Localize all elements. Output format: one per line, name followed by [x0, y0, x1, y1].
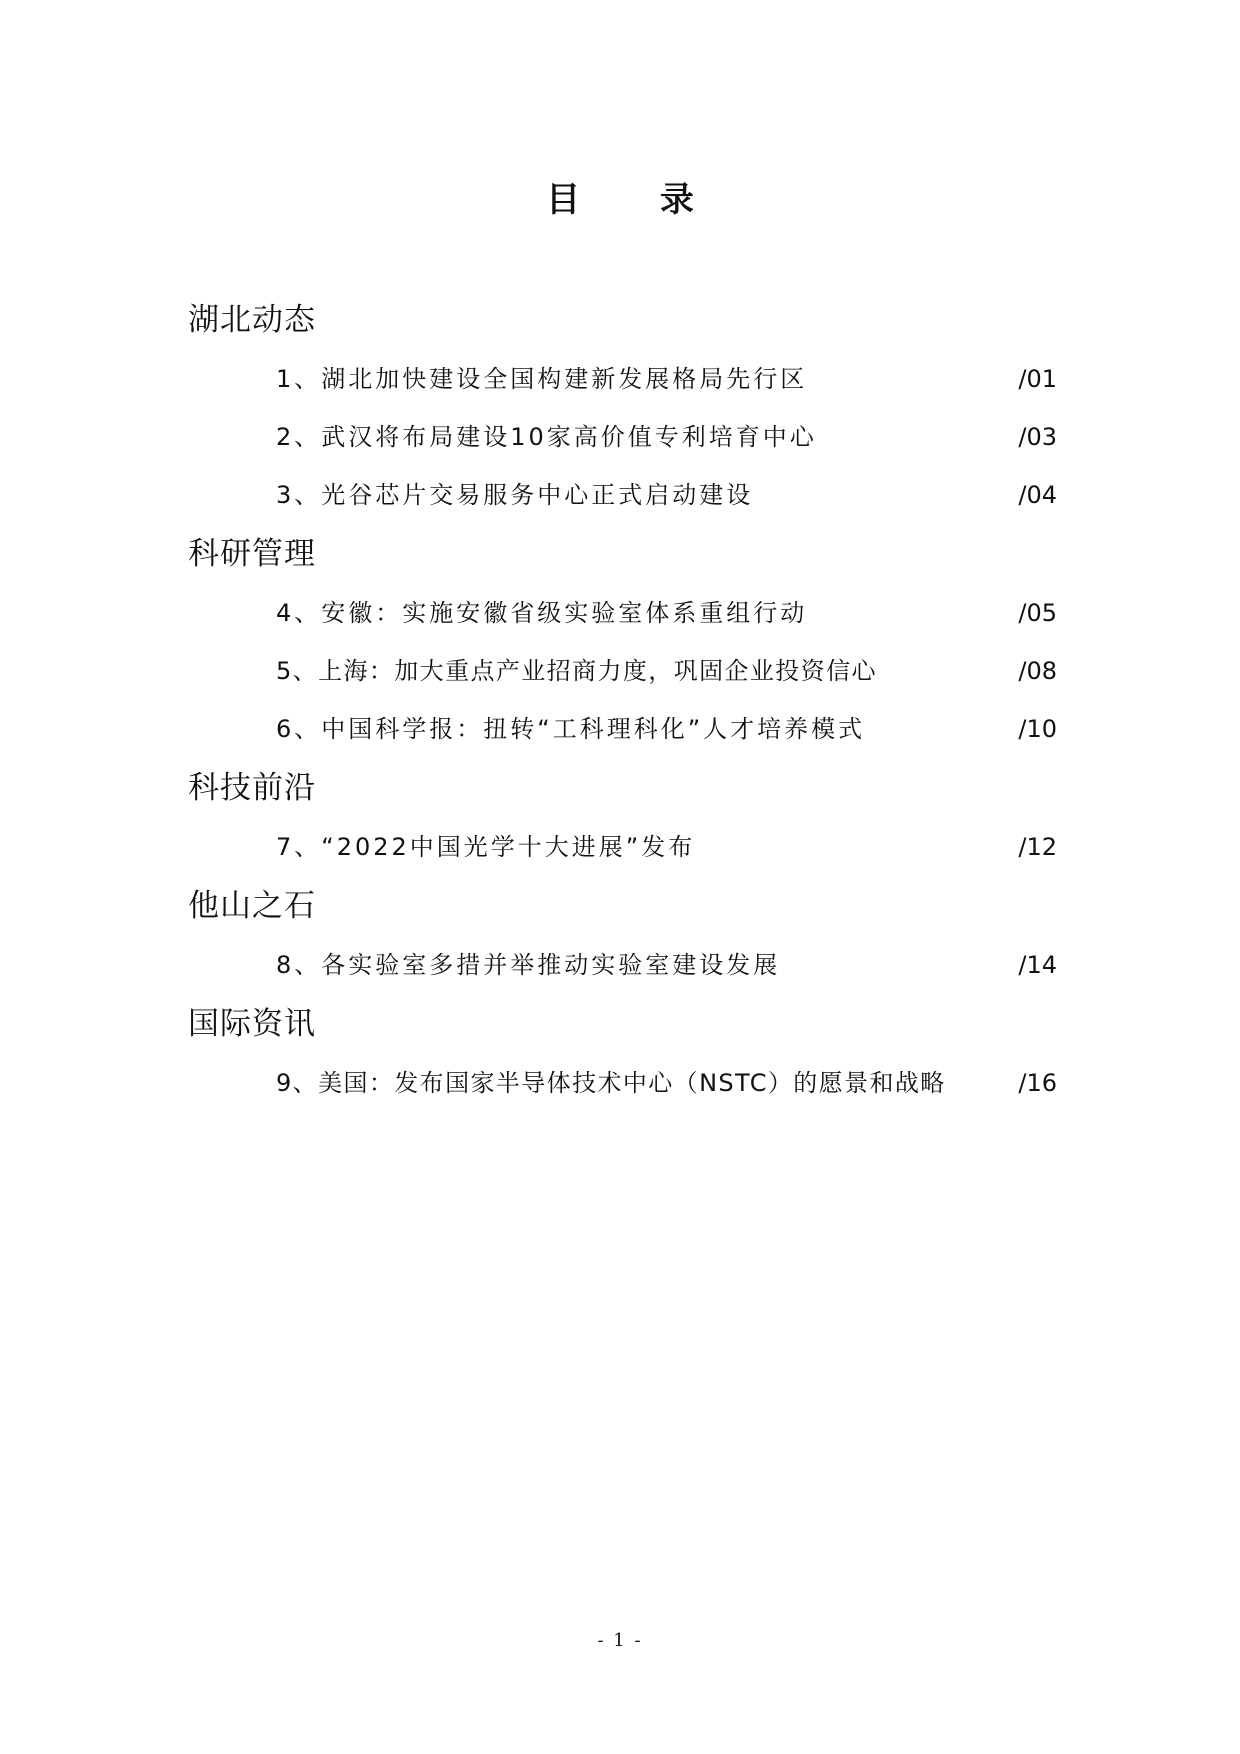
toc-entry-title: 6、中国科学报：扭转“工科理科化”人才培养模式: [276, 715, 866, 743]
toc-section-hubei: [0, 290, 1240, 524]
toc-entry[interactable]: [0, 700, 1240, 758]
toc-section-international: [0, 994, 1240, 1112]
toc-entry[interactable]: [0, 466, 1240, 524]
section-heading: 湖北动态: [188, 302, 316, 338]
toc-entry[interactable]: [0, 936, 1240, 994]
section-heading: 科技前沿: [188, 770, 316, 806]
toc-entry-title: 1、湖北加快建设全国构建新发展格局先行区: [276, 365, 808, 393]
toc-entry[interactable]: [0, 584, 1240, 642]
toc-entry-page: /05: [1018, 599, 1057, 627]
toc-section-research-management: [0, 524, 1240, 758]
page-title: 目 录: [546, 180, 728, 220]
toc-entry[interactable]: [0, 818, 1240, 876]
toc-entry-page: /10: [1018, 715, 1057, 743]
toc-entry[interactable]: [0, 350, 1240, 408]
section-heading: 科研管理: [188, 536, 316, 572]
table-of-contents: [0, 290, 1240, 1112]
section-heading: 他山之石: [188, 888, 316, 924]
section-heading: 国际资讯: [188, 1006, 316, 1042]
toc-entry-page: /08: [1018, 657, 1057, 685]
toc-entry-title: 2、武汉将布局建设10家高价值专利培育中心: [276, 423, 817, 451]
toc-entry-page: /12: [1018, 833, 1057, 861]
toc-section-frontier: [0, 758, 1240, 876]
toc-entry[interactable]: [0, 1054, 1240, 1112]
toc-entry-page: /01: [1018, 365, 1057, 393]
toc-entry[interactable]: [0, 408, 1240, 466]
toc-entry[interactable]: [0, 642, 1240, 700]
toc-section-lessons: [0, 876, 1240, 994]
toc-entry-title: 5、上海：加大重点产业招商力度，巩固企业投资信心: [276, 657, 877, 685]
toc-entry-title: 4、安徽：实施安徽省级实验室体系重组行动: [276, 599, 808, 627]
toc-entry-page: /16: [1018, 1069, 1057, 1097]
toc-entry-title: 8、各实验室多措并举推动实验室建设发展: [276, 951, 781, 979]
toc-entry-page: /14: [1018, 951, 1057, 979]
toc-entry-title: 7、“2022中国光学十大进展”发布: [276, 833, 696, 861]
page-number: - 1 -: [597, 1630, 643, 1651]
toc-entry-title: 9、美国：发布国家半导体技术中心（NSTC）的愿景和战略: [276, 1069, 946, 1097]
toc-entry-page: /04: [1018, 481, 1057, 509]
toc-entry-page: /03: [1018, 423, 1057, 451]
toc-entry-title: 3、光谷芯片交易服务中心正式启动建设: [276, 481, 754, 509]
